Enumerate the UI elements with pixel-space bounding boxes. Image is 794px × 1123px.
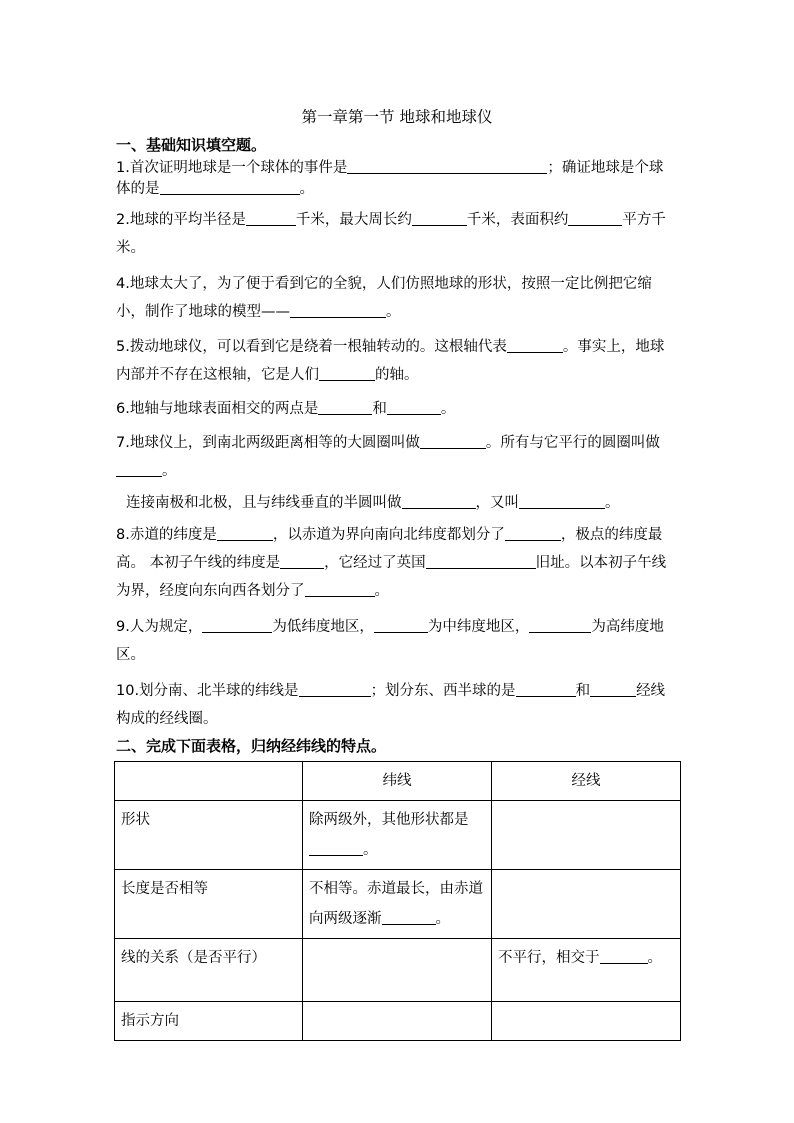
blank[interactable]	[309, 841, 363, 857]
question-6: 6.地轴与地球表面相交的两点是 和 。	[116, 401, 456, 417]
blank[interactable]	[347, 159, 547, 175]
table-header-cell	[115, 762, 303, 801]
table-row	[115, 801, 681, 870]
table-cell[interactable]: 不相等。赤道最长，由赤道向两级逐渐 。	[303, 870, 492, 939]
table-row	[115, 939, 681, 1002]
blank[interactable]	[412, 211, 467, 227]
question-9: 9.人为规定， 为低纬度地区， 为中纬度地区， 为高纬度地区。	[116, 619, 664, 663]
blank[interactable]	[420, 434, 486, 450]
blank[interactable]	[246, 211, 296, 227]
table-cell[interactable]	[492, 870, 681, 939]
blank[interactable]	[402, 494, 476, 510]
table-cell[interactable]	[303, 939, 492, 1002]
table-cell: 形状	[115, 801, 303, 870]
table-header-cell: 纬线	[303, 762, 492, 801]
question-2: 2.地球的平均半径是 千米，最大周长约 千米，表面积约 平方千米。	[116, 212, 666, 256]
blank[interactable]	[318, 400, 372, 416]
page-title: 第一章第一节 地球和地球仪	[301, 108, 493, 126]
blank[interactable]	[568, 211, 622, 227]
section1-heading: 一、基础知识填空题。	[116, 136, 267, 154]
blank[interactable]	[590, 682, 636, 698]
blank[interactable]	[280, 554, 324, 570]
table-cell[interactable]: 除两级外，其他形状都是。	[303, 801, 492, 870]
blank[interactable]	[600, 949, 648, 965]
blank[interactable]	[529, 618, 591, 634]
blank[interactable]	[116, 462, 162, 478]
table-cell: 指示方向	[115, 1002, 303, 1041]
question-8: 8.赤道的纬度是 ，以赤道为界向南向北纬度都划分了 ，极点的纬度最高。 本初子午线的纬度是 ，它经过了英国 旧址。以本初子午线为界，经度向东向西各划分了 。	[116, 527, 667, 599]
table-cell[interactable]	[492, 1002, 681, 1041]
blank[interactable]	[374, 618, 428, 634]
question-7: 7.地球仪上，到南北两级距离相等的大圆圈叫做 。所有与它平行的圆圈叫做。	[116, 435, 660, 479]
blank[interactable]	[290, 303, 386, 319]
table-row	[115, 870, 681, 939]
table-header-row	[115, 762, 681, 801]
question-4: 4.地球太大了，为了便于看到它的全貌，人们仿照地球的形状，按照一定比例把它缩小，制作了地球的模型—— 。	[116, 276, 652, 320]
question-5: 5.拨动地球仪，可以看到它是绕着一根轴转动的。这根轴代表 。事实上，地球内部并不存在这根轴，它是人们 的轴。	[116, 339, 665, 383]
blank[interactable]	[299, 682, 371, 698]
table-cell[interactable]	[303, 1002, 492, 1041]
blank[interactable]	[382, 910, 436, 926]
table-row	[115, 1002, 681, 1041]
table-cell: 长度是否相等	[115, 870, 303, 939]
blank[interactable]	[217, 526, 273, 542]
blank[interactable]	[507, 338, 563, 354]
blank[interactable]	[305, 582, 375, 598]
question-7b: 连接南极和北极，且与纬线垂直的半圆叫做 ，又叫 。	[126, 495, 620, 511]
table-header-cell: 经线	[492, 762, 681, 801]
blank[interactable]	[202, 618, 272, 634]
blank[interactable]	[160, 180, 300, 196]
question-1: 1.首次证明地球是一个球体的事件是 ；确证地球是个球体的是 。	[116, 160, 664, 197]
table-cell: 线的关系（是否平行）	[115, 939, 303, 1002]
blank[interactable]	[319, 366, 375, 382]
table-cell[interactable]: 不平行，相交于 。	[492, 939, 681, 1002]
question-10: 10.划分南、北半球的纬线是 ；划分东、西半球的是 和 经线构成的经线圈。	[116, 683, 666, 727]
lat-lon-table	[114, 761, 681, 1041]
table-cell[interactable]	[492, 801, 681, 870]
blank[interactable]	[516, 682, 576, 698]
blank[interactable]	[519, 494, 605, 510]
blank[interactable]	[426, 554, 536, 570]
blank[interactable]	[387, 400, 441, 416]
section1-questions	[116, 158, 676, 733]
section2-heading: 二、完成下面表格，归纳经纬线的特点。	[116, 737, 387, 755]
blank[interactable]	[505, 526, 561, 542]
